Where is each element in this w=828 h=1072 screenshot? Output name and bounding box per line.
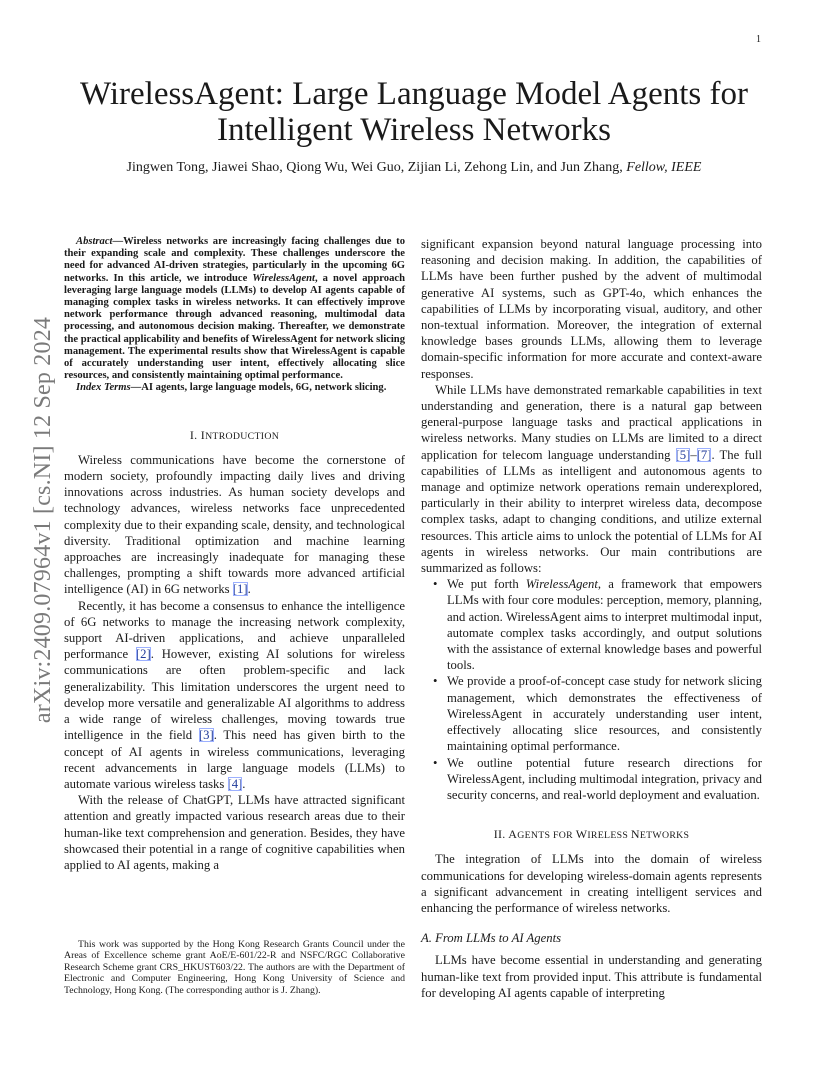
arxiv-stamp: arXiv:2409.07964v1 [cs.NI] 12 Sep 2024 [30, 316, 56, 724]
footnote: This work was supported by the Hong Kong Research Grants Council under the Areas of Excellence scheme grant AoE/E-601/22-R and NSFC/RGC Collaborative Research Scheme grant CRS_HKUST603/22. The authors are with the Department of Electronic and Computer Engineering, Hong Kong University of Science and Technology, Hong Kong. (The corresponding author is J. Zhang). [64, 939, 405, 996]
intro-paragraph-3: With the release of ChatGPT, LLMs have attracted significant attention and greatly impacted various research areas due to their human-like text comprehension and generation. Besides, they have showcased their potential in a range of cognitive capabilities when applied to AI agents, making a [64, 793, 405, 872]
list-item [447, 576, 762, 673]
section1-numeral: I. [189, 427, 201, 442]
section1-rest: NTRODUCTION [205, 430, 280, 442]
intro-p2-end: . [242, 776, 246, 791]
author-fellow: Fellow, IEEE [626, 160, 702, 175]
citation-link[interactable]: [1] [232, 582, 248, 597]
section2-paragraph-2: LLMs have become essential in understanding and generating human-like text from provided input. This attribute is fundamental for developing AI agents capable of interpreting [421, 953, 762, 1000]
index-terms [64, 382, 405, 394]
intro-p1-text: Wireless communications have become the cornerstone of modern society, profoundly impacting daily lives and driving innovations across industries. As human society develops and technology advances, wireless networks face unprecedented complexity due to their expanding scale, density, and technological diversity. Traditional optimization and machine learning approaches are increasingly inadequate for managing these challenges, prompting a shift towards more advanced artificial intelligence (AI) in 6G networks [64, 452, 405, 597]
citation-link[interactable]: [2] [135, 647, 151, 662]
list-item: • We outline potential future research directions for WirelessAgent, including multimodal integration, privacy and security concerns, and real-world deployment and evaluation. [447, 755, 762, 804]
bullet1-text-b: , a framework that empowers LLMs with four core modules: perception, memory, planning, and action. WirelessAgent aims to interpret multimodal input, automate complex tasks accordingly, and output solutions with the assistance of external knowledge bases and powerful tools. [447, 577, 762, 673]
author-names: Jingwen Tong, Jiawei Shao, Qiong Wu, Wei Guo, Zijian Li, Zehong Lin, and Jun Zhang, [126, 160, 623, 175]
contribution-list [421, 576, 762, 803]
section1-initial: I [200, 427, 206, 442]
abstract-text-1: Wireless networks are increasingly facing challenges due to their expanding scale and complexity. These challenges underscore the need for advanced AI-driven strategies, particularly in the upcoming 6G networks. In this article, we introduce [64, 236, 405, 284]
abstract [64, 236, 405, 382]
bullet1-text-a: We put forth [447, 577, 526, 592]
intro-paragraph-1 [64, 452, 405, 598]
abstract-text-2: , a novel approach leveraging large language models (LLMs) to develop AI agents capable of managing complex tasks in wireless networks. It can effectively improve network performance through advanced reasoning, multimodal data processing, and autonomous decision making. Thereafter, we demonstrate the practical applicability and benefits of WirelessAgent for network slicing management. The experimental results show that WirelessAgent is capable of accurately understanding user intent, effectively allocating slice resources, and consistently maintaining optimal performance. [64, 272, 405, 382]
index-terms-lead: Index Terms [76, 382, 131, 394]
section2-numeral: II. [493, 827, 509, 842]
paper-title: WirelessAgent: Large Language Model Agents for Intelligent Wireless Networks [80, 76, 748, 148]
abstract-dash: — [112, 236, 124, 247]
section2-initial-3: N [630, 827, 640, 842]
section2-paragraph-1: The integration of LLMs into the domain of wireless communications for developing wireless-domain agents represents a significant advancement in creating intelligent services and enhancing the performance of wireless networks. [421, 852, 762, 915]
section2-rest-3: ETWORKS [639, 830, 690, 842]
right-paragraph-2 [421, 382, 762, 576]
right-p2-text-a: While LLMs have demonstrated remarkable capabilities in text understanding and generation, there is a natural gap between general-purpose language tasks and practical applications in wireless networks. Many studies on LLMs are limited to a direct application for telecom language understanding [421, 382, 762, 462]
citation-link[interactable]: [5] [675, 447, 691, 462]
citation-link[interactable]: [7] [696, 447, 712, 462]
section2-initial-1: A [508, 827, 518, 842]
section2-rest-2: IRELESS [587, 830, 631, 842]
abstract-lead: Abstract [76, 236, 113, 247]
intro-p1-end: . [247, 582, 251, 597]
citation-dash: – [690, 447, 697, 462]
author-list [60, 160, 768, 176]
intro-p2-text-b: . However, existing AI solutions for wireless communications are often problem-specific and lack generalizability. This limitation underscores the urgent need to develop more versatile and generalizable AI algorithms to address a wide range of wireless challenges, moving towards true intelligence in the field [64, 647, 405, 743]
right-column [421, 236, 762, 1001]
left-column [64, 236, 405, 873]
index-terms-text: —AI agents, large language models, 6G, network slicing. [130, 382, 387, 394]
abstract-system-name: WirelessAgent [252, 272, 315, 284]
bullet1-system-name: WirelessAgent [525, 577, 598, 592]
right-paragraph-1: significant expansion beyond natural language processing into reasoning and decision making. In addition, the capabilities of LLMs have been further pushed by the advent of multimodal generative AI systems, such as GPT-4o, which enhances the capabilities of LLMs by incorporating visual, auditory, and other non-textual information. Moreover, the integration of external knowledge bases grounds LLMs, allowing them to leverage domain-specific information for more accurate and context-aware responses. [421, 237, 762, 381]
page-number: 1 [756, 34, 761, 45]
intro-p2-text-a: Recently, it has become a consensus to enhance the intelligence of 6G networks to manage the increasing network complexity, support AI-driven applications, and achieve unparalleled performance [64, 598, 405, 662]
section2-rest-1: GENTS FOR [517, 830, 576, 842]
section-heading-agents [421, 826, 762, 844]
section-heading-introduction [64, 427, 405, 445]
list-item: • We provide a proof-of-concept case study for network slicing management, which demonstrates the effectiveness of WirelessAgent in accurately understanding user intent, effectively allocating slice resources, and consistently maintaining optimal performance. [447, 673, 762, 754]
right-p2-text-b: . The full capabilities of LLMs as intelligent and autonomous agents to manage and optimize network operations remain underexplored, particularly in their ability to interpret wireless data, decompose complex tasks, adapt to changing conditions, and utilize external resources. This article aims to unlock the potential of LLMs for AI agents in wireless networks. Our main contributions are summarized as follows: [421, 447, 762, 576]
citation-link[interactable]: [4] [227, 776, 243, 791]
section2-initial-2: W [575, 827, 588, 842]
intro-paragraph-2 [64, 598, 405, 792]
subsection-heading: A. From LLMs to AI Agents [421, 931, 562, 946]
citation-link[interactable]: [3] [198, 728, 214, 743]
intro-p2-text-c: . This need has given birth to the concept of AI agents in wireless communications, leveraging recent advancements in large language models (LLMs) to automate various wireless tasks [64, 728, 405, 791]
